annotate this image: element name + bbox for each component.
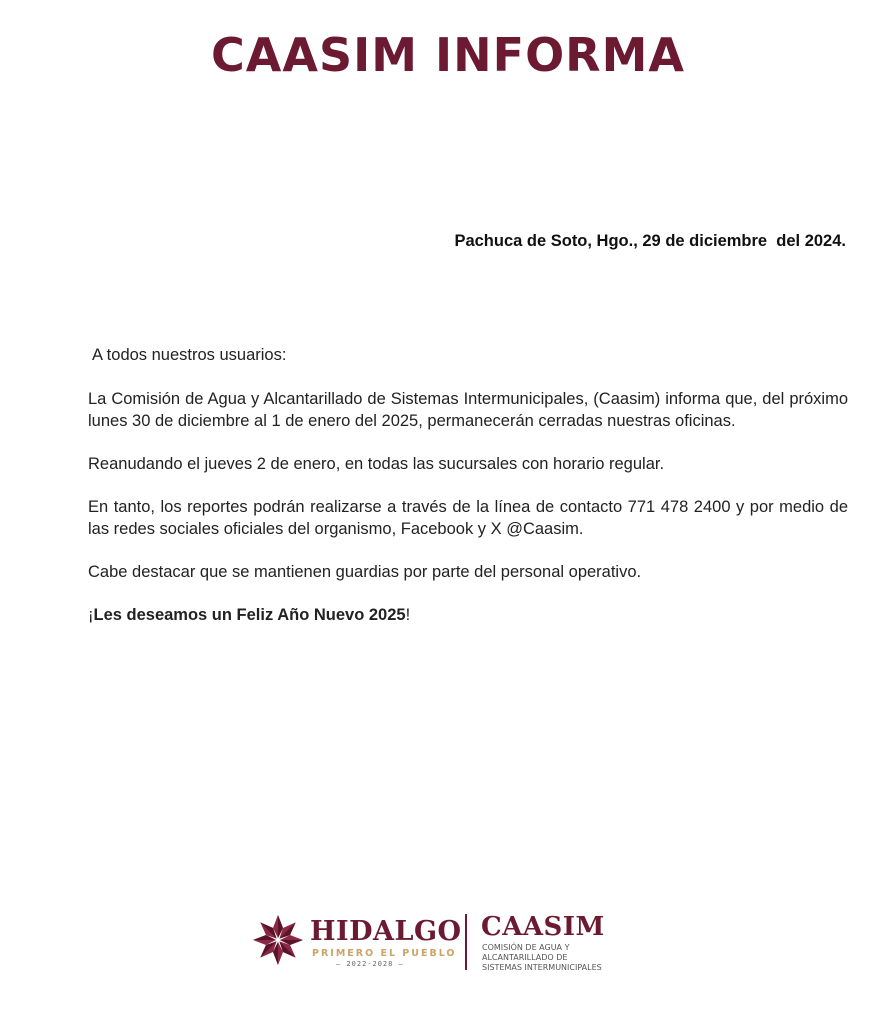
- hidalgo-logo-name: HIDALGO: [310, 916, 462, 947]
- footer-logos: [252, 910, 632, 980]
- closing-text: Les deseamos un Feliz Año Nuevo 2025: [93, 606, 406, 624]
- notice-body: [88, 344, 848, 647]
- star-emblem-icon: [252, 914, 304, 966]
- closing-open: ¡: [88, 606, 94, 624]
- closing-message: [88, 604, 848, 626]
- paragraph-guards: Cabe destacar que se mantienen guardias por parte del personal operativo.: [88, 563, 642, 581]
- hidalgo-slogan: PRIMERO EL PUEBLO: [312, 948, 457, 959]
- caasim-subtitle-line: ALCANTARILLADO DE: [482, 953, 568, 962]
- paragraph-reopen: Reanudando el jueves 2 de enero, en todas las sucursales con horario regular.: [88, 455, 665, 473]
- closing-close: !: [405, 606, 411, 624]
- caasim-subtitle-line: COMISIÓN DE AGUA Y: [482, 943, 570, 952]
- page-title: CAASIM INFORMA: [211, 28, 685, 82]
- logo-divider: [465, 914, 467, 970]
- greeting: A todos nuestros usuarios:: [92, 346, 287, 364]
- paragraph-closure: La Comisión de Agua y Alcantarillado de Sistemas Intermunicipales, (Caasim) informa que, del próximo lunes 30 de diciembre al 1 de enero del 2025, permanecerán cerradas nuestras oficinas.: [88, 390, 848, 430]
- paragraph-contact: En tanto, los reportes podrán realizarse a través de la línea de contacto 771 478 2400 y por medio de las redes sociales oficiales del organismo, Facebook y X @Caasim.: [88, 498, 848, 538]
- caasim-subtitle-line: SISTEMAS INTERMUNICIPALES: [482, 963, 602, 972]
- caasim-subtitle: [482, 943, 642, 973]
- caasim-logo-name: CAASIM: [481, 912, 605, 942]
- dateline: Pachuca de Soto, Hgo., 29 de diciembre del 2024.: [454, 232, 846, 250]
- hidalgo-years: — 2022-2028 —: [336, 960, 404, 968]
